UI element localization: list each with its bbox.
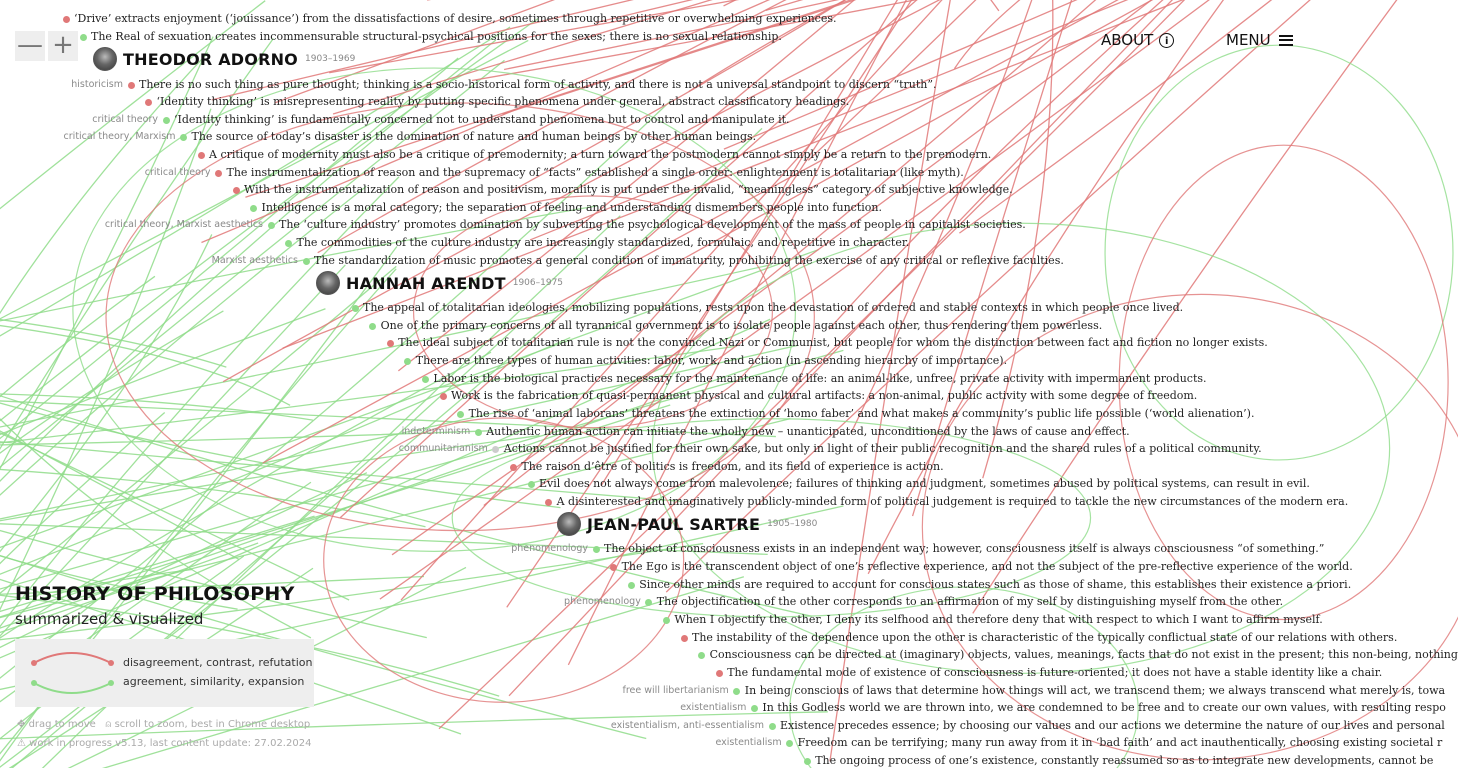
hint-line (17, 719, 310, 730)
zoom-out-button[interactable]: — (17, 30, 43, 60)
statement-dot[interactable] (268, 222, 275, 229)
statement-text[interactable]: Intelligence is a moral category; the separation of feeling and understanding dismembers people into function. (261, 201, 882, 214)
statement-dot[interactable] (233, 187, 240, 194)
statement-text[interactable]: The ‘culture industry’ promotes domination by subverting the psychological development of the mass of people in capitalist societies. (279, 218, 1026, 231)
statement-dot[interactable] (404, 358, 411, 365)
statement-dot[interactable] (698, 652, 705, 659)
statement-tag: existentialism (680, 702, 747, 713)
hint-drag: drag to move (28, 719, 96, 730)
relation-line (724, 0, 911, 6)
statement-dot[interactable] (716, 670, 723, 677)
statement-dot[interactable] (80, 34, 87, 41)
statement-text[interactable]: The Real of sexuation creates incommensurable structural-psychical positions for the sexes; there is no sexual relationship. (91, 30, 782, 43)
statement-text[interactable]: With the instrumentalization of reason and positivism, morality is put under the invalid, “meaningless” category of subjective knowledge. (244, 183, 1013, 196)
statement-text[interactable]: One of the primary concerns of all tyrannical government is to isolate people against each other, thus rendering them powerless. (380, 319, 1103, 332)
hamburger-icon (1279, 35, 1293, 46)
move-icon: ✥ (17, 719, 26, 730)
statement-dot[interactable] (180, 134, 187, 141)
statement-tag: Marxist aesthetics (211, 255, 298, 266)
hint-scroll: scroll to zoom, best in Chrome desktop (114, 719, 311, 730)
relation-line (914, 0, 999, 11)
statement-dot[interactable] (475, 429, 482, 436)
hint-status: work in progress v5.13, last content update: 27.02.2024 (29, 738, 312, 749)
statement-dot[interactable] (733, 688, 740, 695)
statement-text[interactable]: Evil does not always come from malevolence; failures of thinking and judgment, sometimes abused by political systems, can result in evil. (539, 477, 1310, 490)
statement-text[interactable]: The ideal subject of totalitarian rule is not the convinced Nazi or Communist, but people for whom the distinction between fact and fiction no longer exists. (398, 336, 1268, 349)
philosopher-heading[interactable] (93, 47, 355, 71)
statement-dot[interactable] (786, 740, 793, 747)
philosopher-avatar[interactable] (316, 271, 340, 295)
philosopher-avatar[interactable] (557, 512, 581, 536)
statement-text[interactable]: The ongoing process of one’s existence, constantly reassumed so as to integrate new developments, cannot be (815, 754, 1434, 767)
statement-dot[interactable] (510, 464, 517, 471)
statement-dot[interactable] (250, 205, 257, 212)
statement-text[interactable]: The objectification of the other corresponds to an affirmation of my self by distinguishing myself from the other. (656, 595, 1284, 608)
statement-text[interactable]: A disinterested and imaginatively publicly-minded form of political judgement is required to tackle the new circumstances of the modern era. (556, 495, 1349, 508)
statement-dot[interactable] (128, 82, 135, 89)
statement-tag: critical theory, Marxism (63, 131, 176, 142)
philosopher-name[interactable]: THEODOR ADORNO (123, 49, 298, 69)
statement-dot[interactable] (457, 411, 464, 418)
statement-dot[interactable] (663, 617, 670, 624)
statement-text[interactable]: Since other minds are required to account for conscious states such as those of shame, this establishes their existence a priori. (639, 578, 1352, 591)
statement-text[interactable]: When I objectify the other, I deny its selfhood and therefore deny that with respect to which I want to affirm myself. (674, 613, 1323, 626)
philosopher-heading[interactable] (557, 512, 817, 536)
statement-text[interactable]: The raison d’être of politics is freedom, and its field of experience is action. (521, 460, 944, 473)
app-subtitle: summarized & visualized (15, 610, 204, 628)
statement-text[interactable]: The fundamental mode of existence of consciousness is future-oriented; it does not have a stable identity like a chair. (727, 666, 1383, 679)
philosopher-name[interactable]: HANNAH ARENDT (346, 273, 506, 293)
statement-tag: critical theory (144, 167, 211, 178)
statement-text[interactable]: Freedom can be terrifying; many run away from it in ‘bad faith’ and act inauthentically, choosing existing societal r (797, 736, 1443, 749)
statement-text[interactable]: The appeal of totalitarian ideologies, mobilizing populations, rests upon the devastation of ordered and stable contexts in which people once lived. (363, 301, 1184, 314)
philosopher-years: 1903–1969 (305, 54, 356, 64)
statement-dot[interactable] (163, 117, 170, 124)
statement-text[interactable]: The source of today’s disaster is the domination of nature and human beings by other human beings. (191, 130, 757, 143)
menu-label: MENU (1226, 31, 1271, 49)
philosopher-years: 1905–1980 (767, 519, 818, 529)
legend-agree-label: agreement, similarity, expansion (123, 675, 305, 688)
statement-text[interactable]: Work is the fabrication of quasi-permanent physical and cultural artifacts: a non-animal, public activity with some degree of freedom. (451, 389, 1198, 402)
statement-text[interactable]: The rise of ‘animal laborans’ threatens the extinction of ‘homo faber’ and what makes a community’s public life possible (‘world alienation’). (468, 407, 1255, 420)
philosopher-heading[interactable] (316, 271, 563, 295)
statement-text[interactable]: Consciousness can be directed at (imaginary) objects, values, meanings, facts that do not exist in the present; this non-being, nothing (709, 648, 1458, 661)
statement-tag: communitarianism (398, 443, 488, 454)
statement-text[interactable]: Authentic human action can initiate the wholly new – unanticipated, unconditioned by the laws of cause and effect. (486, 425, 1130, 438)
statement-text[interactable]: Actions cannot be justified for their own sake, but only in light of their public recognition and the shared rules of a political community. (503, 442, 1262, 455)
philosopher-years: 1906–1975 (512, 278, 564, 288)
statement-text[interactable]: The instrumentalization of reason and the supremacy of “facts” established a single order: enlightenment is totalitarian (like myth). (226, 166, 964, 179)
warning-icon: ⚠ (17, 738, 26, 749)
statement-text[interactable]: The standardization of music promotes a general condition of immaturity, prohibiting the exercise of any critical or reflexive faculties. (314, 254, 1064, 267)
statement-tag: existentialism, anti-essentialism (610, 720, 764, 731)
philosopher-avatar[interactable] (93, 47, 117, 71)
status-line (17, 738, 311, 749)
statement-dot[interactable] (352, 305, 359, 312)
statement-dot[interactable] (63, 16, 70, 23)
statement-dot[interactable] (593, 546, 600, 553)
statement-dot[interactable] (369, 323, 376, 330)
legend-disagree-label: disagreement, contrast, refutation (123, 656, 313, 669)
statement-text[interactable]: A critique of modernity must also be a critique of premodernity; a turn toward the postmodern cannot simply be a return to the premodern. (209, 148, 992, 161)
statement-text[interactable]: Existence precedes essence; by choosing our values and our actions we determine the nature of our lives and personal (780, 719, 1445, 732)
statement-dot[interactable] (681, 635, 688, 642)
statement-text[interactable]: There are three types of human activities: labor, work, and action (in ascending hierarchy of importance). (415, 354, 1008, 367)
about-button[interactable] (1101, 31, 1174, 49)
about-label: ABOUT (1101, 31, 1154, 49)
statement-tag: phenomenology (511, 543, 588, 554)
statement-text[interactable]: The Ego is the transcendent object of one’s reflective experience, and not the subject of the pre-reflective experience of the world. (621, 560, 1353, 573)
mouse-icon: ⍝ (105, 719, 112, 730)
statement-text[interactable]: The commodities of the culture industry are increasingly standardized, formulaic, and repetitive in character. (296, 236, 910, 249)
relation-line (959, 0, 1429, 233)
statement-text[interactable]: In this Godless world we are thrown into, we are condemned to be free and to create our own values, with resulting respo (762, 701, 1446, 714)
menu-button[interactable] (1226, 31, 1293, 49)
statement-text[interactable]: In being conscious of laws that determine how things will act, we transcend them; we always transcend what merely is, towa (744, 684, 1446, 697)
statement-dot[interactable] (492, 446, 499, 453)
statement-tag: indeterminism (401, 426, 471, 437)
statement-dot[interactable] (285, 240, 292, 247)
statement-dot[interactable] (440, 393, 447, 400)
statement-tag: phenomenology (564, 596, 641, 607)
statement-tag: free will libertarianism (622, 685, 729, 696)
statement-tag: existentialism (715, 737, 782, 748)
statement-dot[interactable] (528, 481, 535, 488)
legend (15, 639, 314, 707)
statement-dot[interactable] (387, 340, 394, 347)
statement-tag: critical theory, Marxist aesthetics (104, 219, 263, 230)
info-icon: i (1159, 33, 1174, 48)
statement-dot[interactable] (769, 723, 776, 730)
statement-text[interactable]: The instability of the dependence upon the other is characteristic of the typically conflictual state of our relations with others. (692, 631, 1398, 644)
legend-arcs-icon (29, 647, 119, 699)
statement-text[interactable]: ‘Identity thinking’ is fundamentally concerned not to understand phenomena but to control and manipulate it. (174, 113, 790, 126)
statement-text[interactable]: The object of consciousness exists in an independent way; however, consciousness itself is always consciousness “of something.” (604, 542, 1325, 555)
statement-tag: critical theory (92, 114, 158, 125)
statement-text[interactable]: Labor is the biological practices necessary for the maintenance of life: an animal-like, unfree, private activity with impermanent products. (433, 372, 1207, 385)
statement-dot[interactable] (545, 499, 552, 506)
app-title: HISTORY OF PHILOSOPHY (15, 583, 295, 605)
statement-dot[interactable] (628, 582, 635, 589)
statement-text[interactable]: ‘Drive’ extracts enjoyment (‘jouissance’) from the dissatisfactions of desire, sometimes through repetitive or overwhelming experiences. (74, 12, 837, 25)
statement-dot[interactable] (645, 599, 652, 606)
statement-dot[interactable] (422, 376, 429, 383)
statement-dot[interactable] (198, 152, 205, 159)
philosopher-name[interactable]: JEAN-PAUL SARTRE (587, 514, 761, 534)
zoom-in-button[interactable]: + (48, 31, 78, 61)
statement-dot[interactable] (804, 758, 811, 765)
statement-dot[interactable] (215, 170, 222, 177)
statement-dot[interactable] (610, 564, 617, 571)
statement-dot[interactable] (303, 258, 310, 265)
statement-tag: historicism (71, 79, 123, 90)
statement-text[interactable]: ‘Identity thinking’ is misrepresenting reality by putting specific phenomena under general, abstract classificatory headings. (156, 95, 850, 108)
statement-dot[interactable] (751, 705, 758, 712)
statement-dot[interactable] (145, 99, 152, 106)
statement-text[interactable]: There is no such thing as pure thought; thinking is a socio-historical form of activity, and there is not a universal standpoint to discern “truth”. (139, 78, 937, 91)
